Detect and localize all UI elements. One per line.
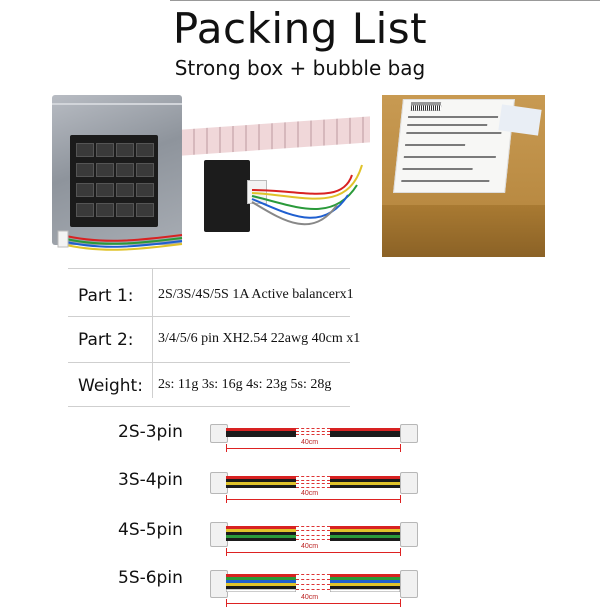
row-label: Part 1: bbox=[78, 286, 134, 306]
dimension-tick bbox=[400, 495, 401, 503]
length-label: 40cm bbox=[301, 439, 319, 446]
cut-line bbox=[296, 487, 330, 488]
wire bbox=[330, 485, 400, 488]
wire-bundle-right bbox=[330, 525, 400, 542]
table-row bbox=[68, 364, 488, 408]
table-divider bbox=[68, 362, 350, 363]
wire bbox=[226, 485, 296, 488]
secondary-label bbox=[498, 104, 541, 135]
page-title: Packing List bbox=[172, 4, 428, 53]
cut-line bbox=[296, 428, 330, 429]
wire-bundle-right bbox=[330, 427, 400, 438]
length-label: 40cm bbox=[301, 490, 319, 497]
cable-5s-6pin bbox=[100, 564, 420, 610]
dimension-tick bbox=[226, 548, 227, 556]
page-subtitle: Strong box + bubble bag bbox=[174, 56, 426, 80]
length-label: 40cm bbox=[301, 543, 319, 550]
cut-line bbox=[296, 526, 330, 527]
cut-line bbox=[296, 535, 330, 536]
cut-line bbox=[296, 574, 330, 575]
connector-right bbox=[400, 472, 418, 494]
wire-bundle-right bbox=[330, 573, 400, 593]
connector-right bbox=[400, 424, 418, 443]
connector-right bbox=[400, 522, 418, 547]
top-divider bbox=[170, 0, 600, 1]
cut-line bbox=[296, 584, 330, 585]
wire-bundle-right bbox=[330, 475, 400, 489]
dimension-tick bbox=[226, 444, 227, 452]
product-photo bbox=[52, 95, 370, 257]
row-value: 2S/3S/4S/5S 1A Active balancerx1 bbox=[158, 287, 354, 302]
table-row bbox=[68, 274, 488, 318]
dimension-tick bbox=[226, 599, 227, 607]
cut-line bbox=[296, 476, 330, 477]
cable-name: 4S-5pin bbox=[118, 520, 183, 540]
dimension-tick bbox=[400, 548, 401, 556]
wire bbox=[330, 538, 400, 541]
table-divider bbox=[68, 268, 350, 269]
table-row bbox=[68, 318, 488, 362]
wire bbox=[330, 589, 400, 592]
cut-line bbox=[296, 480, 330, 481]
row-value: 3/4/5/6 pin XH2.54 22awg 40cm x1 bbox=[158, 331, 361, 346]
row-label: Part 2: bbox=[78, 330, 134, 350]
length-dimension bbox=[226, 603, 400, 604]
length-label: 40cm bbox=[301, 594, 319, 601]
cable-2s-3pin bbox=[100, 418, 420, 464]
wire bbox=[226, 589, 296, 592]
dimension-tick bbox=[400, 599, 401, 607]
length-dimension bbox=[226, 448, 400, 449]
cut-line bbox=[296, 434, 330, 435]
wire-harness bbox=[52, 95, 370, 257]
wire-bundle-left bbox=[226, 475, 296, 489]
table-divider bbox=[68, 406, 350, 407]
wire-bundle-left bbox=[226, 573, 296, 593]
cable-name: 3S-4pin bbox=[118, 470, 183, 490]
cut-line bbox=[296, 431, 330, 432]
shipping-box-photo bbox=[382, 95, 545, 257]
cut-line bbox=[296, 483, 330, 484]
wire-bundle-left bbox=[226, 525, 296, 542]
wire bbox=[226, 434, 296, 437]
dimension-tick bbox=[226, 495, 227, 503]
wire-bundle-left bbox=[226, 427, 296, 438]
length-dimension bbox=[226, 552, 400, 553]
shipping-label bbox=[393, 99, 515, 193]
cable-3s-4pin bbox=[100, 466, 420, 512]
wire bbox=[226, 538, 296, 541]
cut-line bbox=[296, 530, 330, 531]
dimension-tick bbox=[400, 444, 401, 452]
row-label: Weight: bbox=[78, 376, 143, 396]
connector-right bbox=[400, 570, 418, 598]
cut-line bbox=[296, 579, 330, 580]
table-divider bbox=[68, 316, 350, 317]
cable-name: 2S-3pin bbox=[118, 422, 183, 442]
cable-4s-5pin bbox=[100, 516, 420, 562]
cut-line bbox=[296, 589, 330, 590]
wire bbox=[330, 434, 400, 437]
length-dimension bbox=[226, 499, 400, 500]
box-side bbox=[382, 205, 545, 257]
cable-name: 5S-6pin bbox=[118, 568, 183, 588]
row-value: 2s: 11g 3s: 16g 4s: 23g 5s: 28g bbox=[158, 377, 332, 392]
cut-line bbox=[296, 539, 330, 540]
